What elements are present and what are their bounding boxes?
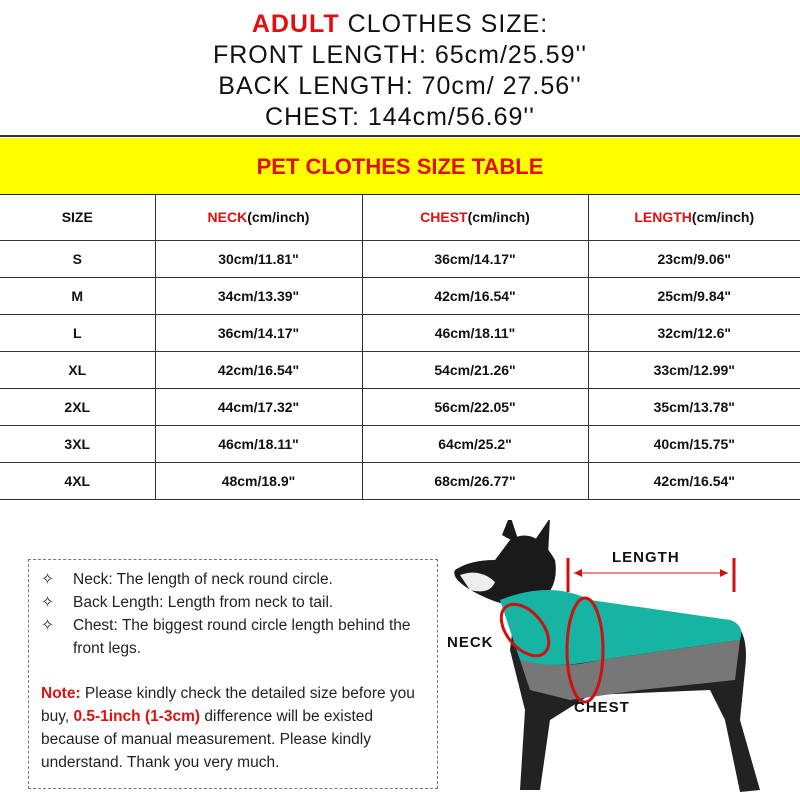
header-unit: (cm/inch) (691, 209, 755, 226)
table-row (0, 277, 800, 314)
note-text-2: difference will be existed because of manual measurement. Please kindly understand. Thank you very much. (41, 708, 373, 771)
table-cell: 42cm/16.54" (155, 351, 362, 388)
table-cell: 33cm/12.99" (588, 351, 800, 388)
star-bullet-icon: ✧ (41, 571, 54, 588)
size-table-banner: PET CLOTHES SIZE TABLE (0, 138, 800, 195)
table-row (0, 240, 800, 277)
table-row (0, 314, 800, 351)
table-cell: 64cm/25.2" (362, 425, 588, 462)
header-key: LENGTH (634, 209, 692, 226)
table-cell: 23cm/9.06" (588, 240, 800, 277)
adult-title (0, 9, 800, 40)
table-cell: 36cm/14.17" (362, 240, 588, 277)
column-header (155, 195, 362, 240)
star-bullet-icon: ✧ (41, 594, 54, 611)
column-header (362, 195, 588, 240)
table-cell: 34cm/13.39" (155, 277, 362, 314)
note-paragraph (41, 682, 425, 774)
table-cell: 36cm/14.17" (155, 314, 362, 351)
star-bullet-icon: ✧ (41, 617, 54, 634)
note-label: Note: (41, 685, 81, 702)
length-label: LENGTH (612, 549, 680, 566)
dog-icon (454, 520, 760, 792)
table-row (0, 462, 800, 499)
header-unit: (cm/inch) (467, 209, 530, 226)
adult-chest: CHEST: 144cm/56.69'' (265, 103, 535, 131)
table-cell: 35cm/13.78" (588, 388, 800, 425)
column-header (588, 195, 800, 240)
table-cell: 54cm/21.26" (362, 351, 588, 388)
note-item (41, 568, 425, 591)
note-text: Neck: The length of neck round circle. (73, 571, 333, 588)
neck-label: NECK (447, 634, 494, 651)
column-header (0, 195, 155, 240)
table-cell: 46cm/18.11" (362, 314, 588, 351)
note-text: Back Length: Length from neck to tail. (73, 594, 334, 611)
measurement-notes (28, 559, 438, 789)
table-row (0, 351, 800, 388)
table-cell: 32cm/12.6" (588, 314, 800, 351)
table-cell: 40cm/15.75" (588, 425, 800, 462)
table-cell: 4XL (0, 462, 155, 499)
adult-word: ADULT (251, 10, 340, 38)
header-unit: SIZE (61, 209, 93, 226)
table-header-row (0, 195, 800, 240)
adult-size-section (0, 0, 800, 137)
note-highlight: 0.5-1inch (1-3cm) (73, 708, 201, 725)
note-text: Chest: The biggest round circle length behind the front legs. (73, 617, 411, 657)
back-length: BACK LENGTH: 70cm/ 27.56'' (218, 72, 582, 100)
table-cell: 46cm/18.11" (155, 425, 362, 462)
table-cell: 56cm/22.05" (362, 388, 588, 425)
chest-label: CHEST (574, 699, 630, 716)
adult-title-rest: CLOTHES SIZE: (339, 10, 549, 38)
note-item (41, 614, 425, 660)
table-cell: 2XL (0, 388, 155, 425)
table-row (0, 425, 800, 462)
note-item (41, 591, 425, 614)
table-cell: S (0, 240, 155, 277)
table-cell: 42cm/16.54" (588, 462, 800, 499)
note-text-1: Please kindly check the detailed size before you buy, (41, 685, 415, 725)
table-cell: XL (0, 351, 155, 388)
table-cell: L (0, 314, 155, 351)
table-row (0, 388, 800, 425)
table-cell: 25cm/9.84" (588, 277, 800, 314)
size-table (0, 195, 800, 500)
table-cell: 48cm/18.9" (155, 462, 362, 499)
header-unit: (cm/inch) (247, 209, 310, 226)
header-key: CHEST (420, 209, 468, 226)
table-cell: 44cm/17.32" (155, 388, 362, 425)
table-cell: 68cm/26.77" (362, 462, 588, 499)
table-cell: M (0, 277, 155, 314)
table-cell: 3XL (0, 425, 155, 462)
header-key: NECK (207, 209, 248, 226)
table-cell: 42cm/16.54" (362, 277, 588, 314)
front-length: FRONT LENGTH: 65cm/25.59'' (212, 41, 588, 69)
table-cell: 30cm/11.81" (155, 240, 362, 277)
